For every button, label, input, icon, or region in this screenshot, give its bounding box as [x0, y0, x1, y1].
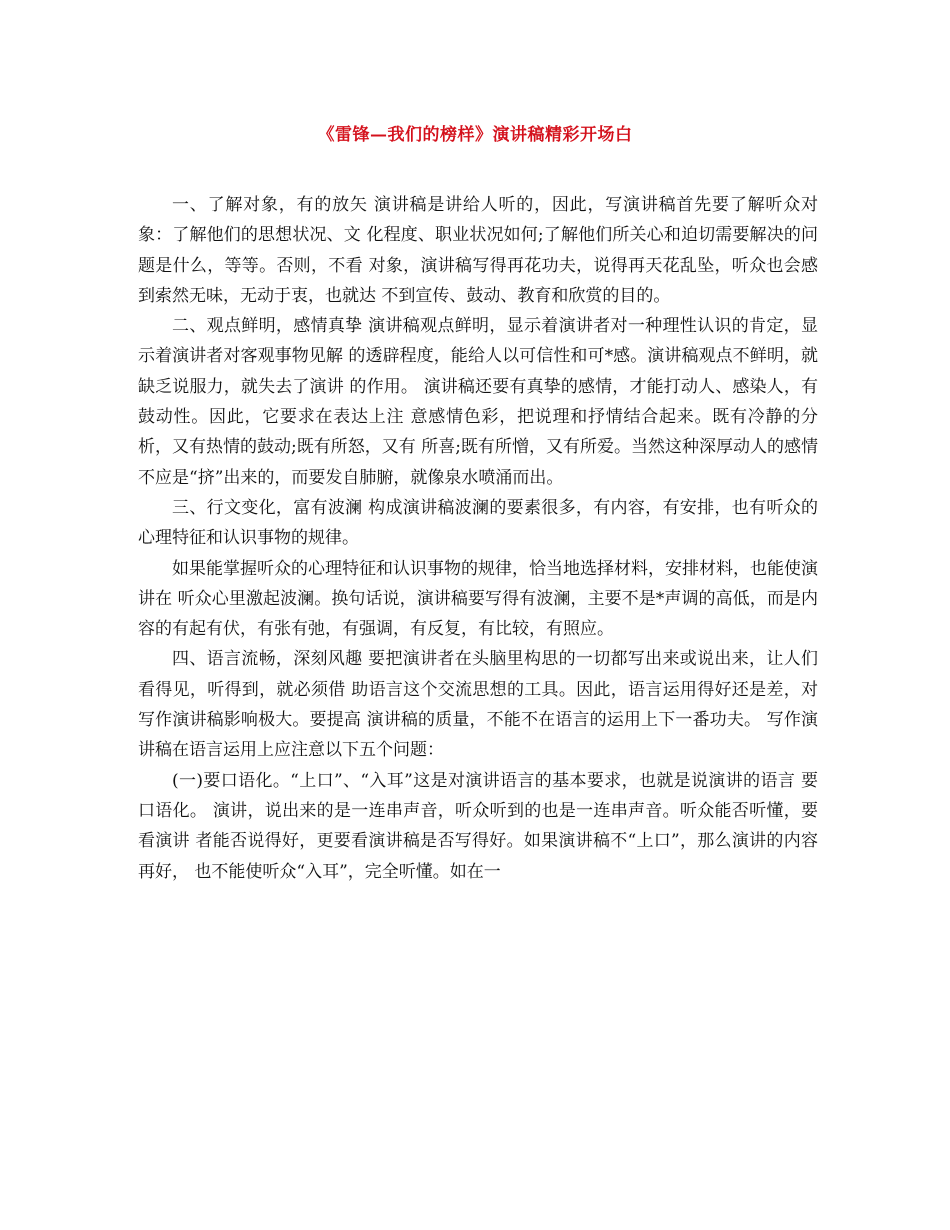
document-body — [138, 190, 818, 887]
paragraph-5: 四、语言流畅，深刻风趣 要把演讲者在头脑里构思的一切都写出来或说出来，让人们看得见，听得到，就必须借 助语言这个交流思想的工具。因此，语言运用得好还是差，对写作演讲稿影响极大。要提高 演讲稿的质量，不能不在语言的运用上下一番功夫。 写作演讲稿在语言运用上应注意以下五个问题： — [138, 649, 818, 761]
document-title: 《雷锋—我们的榜样》演讲稿精彩开场白 — [317, 125, 633, 145]
paragraph-6: (一)要口语化。“上口”、“入耳”这是对演讲语言的基本要求，也就是说演讲的语言 要口语化。 演讲，说出来的是一连串声音，听众听到的也是一连串声音。听众能否听懂，要看演讲 者能否说得好，更要看演讲稿是否写得好。如果演讲稿不“上口”，那么演讲的内容再好， 也不能使听众“入耳”，完全听懂。如在一 — [138, 770, 818, 882]
paragraph-1: 一、了解对象，有的放矢 演讲稿是讲给人听的，因此，写演讲稿首先要了解听众对象：了解他们的思想状况、文 化程度、职业状况如何;了解他们所关心和迫切需要解决的问题是什么，等等。否则，不看 对象，演讲稿写得再花功夫，说得再天花乱坠，听众也会感到索然无味，无动于衷，也就达 不到宣传、鼓动、教育和欣赏的目的。 — [138, 195, 818, 306]
paragraph-3: 三、行文变化，富有波澜 构成演讲稿波澜的要素很多，有内容，有安排，也有听众的心理特征和认识事物的规律。 — [138, 497, 818, 549]
paragraph-4: 如果能掌握听众的心理特征和认识事物的规律，恰当地选择材料，安排材料，也能使演讲在 听众心里激起波澜。换句话说，演讲稿要写得有波澜，主要不是*声调的高低，而是内容的有起有伏，有张有弛，有强调，有反复，有比较，有照应。 — [138, 558, 818, 640]
paragraph-2: 二、观点鲜明，感情真挚 演讲稿观点鲜明，显示着演讲者对一种理性认识的肯定，显示着演讲者对客观事物见解 的透辟程度，能给人以可信性和可*感。演讲稿观点不鲜明，就缺乏说服力，就失去了演讲 的作用。 演讲稿还要有真挚的感情，才能打动人、感染人，有鼓动性。因此，它要求在表达上注 意感情色彩，把说理和抒情结合起来。既有冷静的分析，又有热情的鼓动;既有所怒，又有 所喜;既有所憎，又有所爱。当然这种深厚动人的感情不应是“挤”出来的，而要发自肺腑，就像泉水喷涌而出。 — [138, 316, 818, 488]
